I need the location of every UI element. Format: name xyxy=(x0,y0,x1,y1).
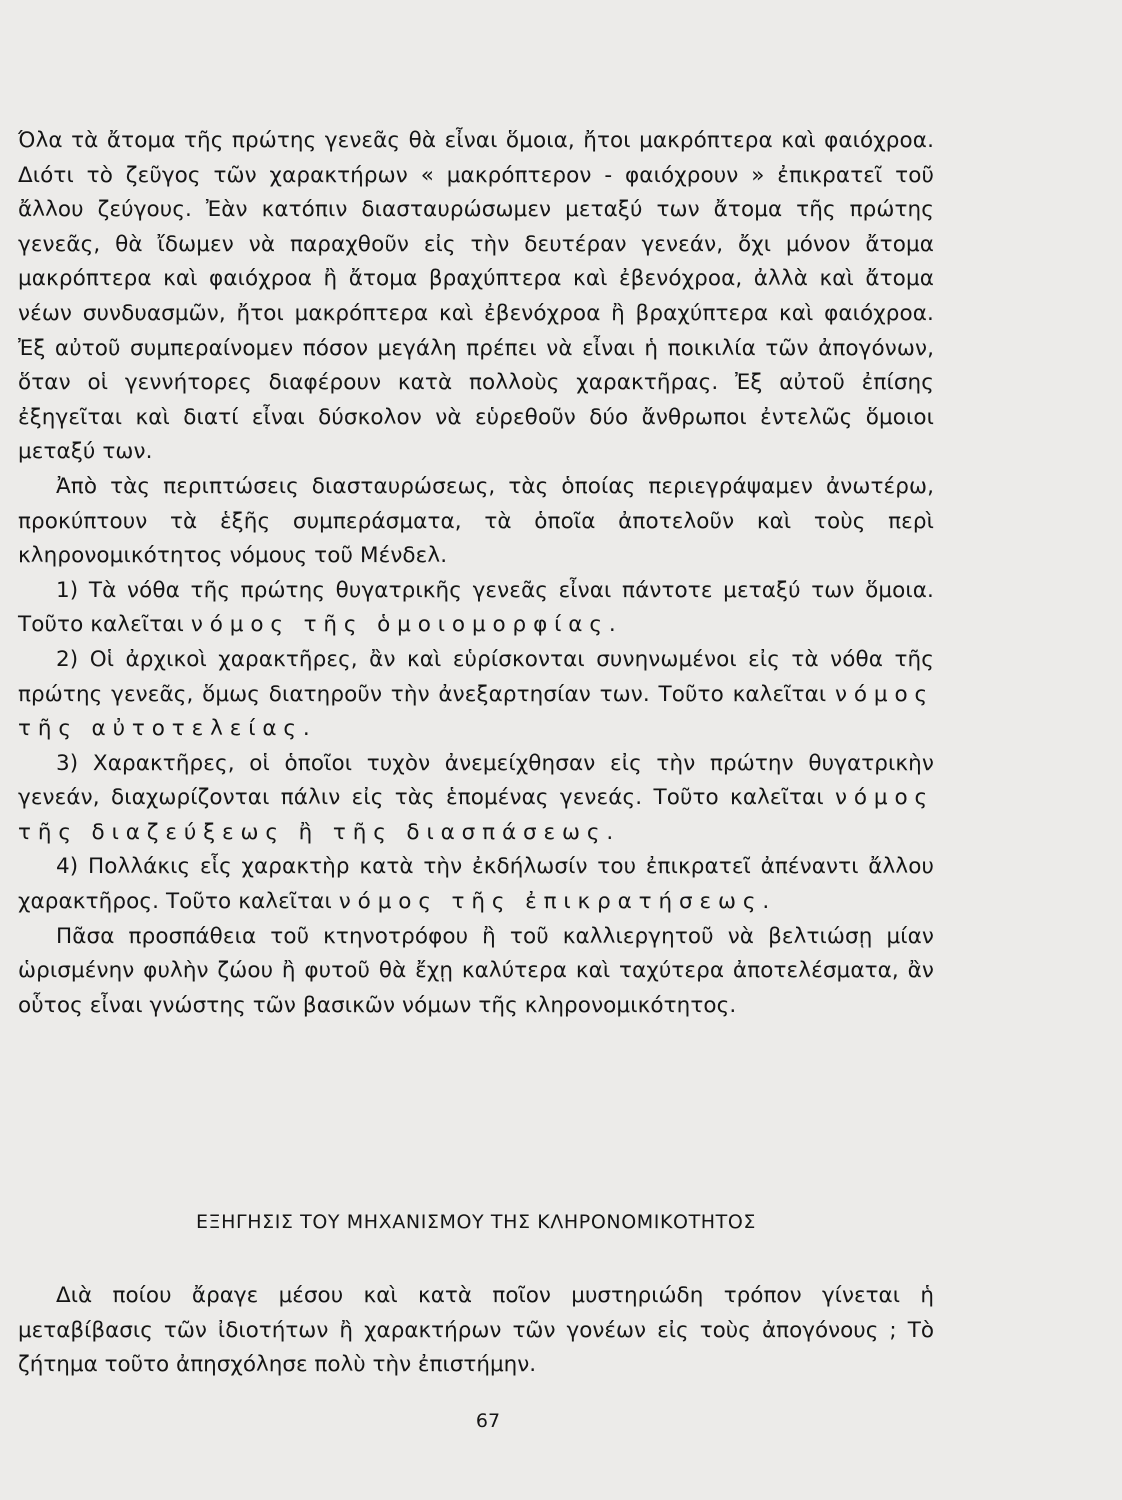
main-text-block xyxy=(18,124,934,1023)
law-segregation-name: νόμος τῆς διαζεύξεως ἢ τῆς διασπάσεως. xyxy=(18,785,935,845)
paragraph-breeder-effort: Πᾶσα προσπάθεια τοῦ κτηνοτρόφου ἢ τοῦ καλλιεργητοῦ νὰ βελτιώσῃ μίαν ὡρισμένην φυλὴν ζώου ἢ φυτοῦ θὰ ἔχῃ καλύτερα καὶ ταχύτερα ἀποτελέσματα, ἂν οὗτος εἶναι γνώστης τῶν βασικῶν νόμων τῆς κληρονομικότητος. xyxy=(18,923,934,1018)
law-dominance xyxy=(18,850,934,919)
law-dominance-name: νόμος τῆς ἐπικρατήσεως. xyxy=(338,889,777,915)
law-segregation-text: 3) Χαρακτῆρες, οἱ ὁποῖοι τυχὸν ἀνεμείχθησαν εἰς τὴν πρώτην θυγατρικὴν γενεάν, διαχωρίζονται πάλιν εἰς τὰς ἑπομένας γενεάς. Τοῦτο καλεῖται xyxy=(18,750,934,811)
law-segregation xyxy=(18,747,934,851)
paragraph-mendel-conclusions: Ἀπὸ τὰς περιπτώσεις διασταυρώσεως, τὰς ὁποίας περιεγράψαμεν ἀνωτέρω, προκύπτουν τὰ ἑξῆς συμπεράσματα, τὰ ὁποῖα ἀποτελοῦν καὶ τοὺς περὶ κληρονομικότητος νόμους τοῦ Μένδελ. xyxy=(18,473,934,569)
closing-text-block xyxy=(18,1279,934,1383)
law-independence xyxy=(18,643,934,747)
law-uniformity-text: 1) Τὰ νόθα τῆς πρώτης θυγατρικῆς γενεᾶς εἶναι πάντοτε μεταξύ των ὅμοια. Τοῦτο καλεῖται xyxy=(18,577,934,638)
law-independence-name: νόμος τῆς αὐτοτελείας. xyxy=(18,681,934,742)
page-number: 67 xyxy=(475,1410,501,1432)
paragraph-offspring-similarity: Όλα τὰ ἄτομα τῆς πρώτης γενεᾶς θὰ εἶναι ὅμοια, ἤτοι μακρόπτερα καὶ φαιόχροα. Διότι τὸ ζεῦγος τῶν χαρακτήρων « μακρόπτερον - φαιόχρουν » ἐπικρατεῖ τοῦ ἄλλου ζεύγους. Ἐὰν κατόπιν διασταυρώσωμεν μεταξύ των ἄτομα τῆς πρώτης γενεᾶς, θὰ ἴδωμεν νὰ παραχθοῦν εἰς τὴν δευτέραν γενεάν, ὄχι μόνον ἄτομα μακρόπτερα καὶ φαιόχροα ἢ ἄτομα βραχύπτερα καὶ ἐβενόχροα, ἀλλὰ καὶ ἄτομα νέων συνδυασμῶν, ἤτοι μακρόπτερα καὶ ἐβενόχροα ἢ βραχύπτερα καὶ φαιόχροα. Ἐξ αὐτοῦ συμπεραίνομεν πόσον μεγάλη πρέπει νὰ εἶναι ἡ ποικιλία τῶν ἀπογόνων, ὅταν οἱ γεννήτορες διαφέρουν κατὰ πολλοὺς χαρακτῆρας. Ἐξ αὐτοῦ ἐπίσης ἐξηγεῖται καὶ διατί εἶναι δύσκολον νὰ εὑρεθοῦν δύο ἄνθρωποι ἐντελῶς ὅμοιοι μεταξύ των. xyxy=(18,128,934,465)
law-independence-text: 2) Οἱ ἀρχικοὶ χαρακτῆρες, ἂν καὶ εὑρίσκονται συνηνωμένοι εἰς τὰ νόθα τῆς πρώτης γενεᾶς, ὅμως διατηροῦν τὴν ἀνεξαρτησίαν των. Τοῦτο καλεῖται xyxy=(18,646,934,707)
paragraph-heredity-question: Διὰ ποίου ἄραγε μέσου καὶ κατὰ ποῖον μυστηριώδη τρόπον γίνεται ἡ μεταβίβασις τῶν ἰδιοτήτων ἢ χαρακτήρων τῶν γονέων εἰς τοὺς ἀπογόνους ; Τὸ ζήτημα τοῦτο ἀπησχόλησε πολὺ τὴν ἐπιστήμην. xyxy=(18,1283,934,1378)
law-uniformity-name: νόμος τῆς ὁμοιομορφίας. xyxy=(190,612,623,638)
section-heading: ΕΞΗΓΗΣΙΣ ΤΟΥ ΜΗΧΑΝΙΣΜΟΥ ΤΗΣ ΚΛΗΡΟΝΟΜΙΚΟΤΗΤΟΣ xyxy=(195,1211,757,1233)
law-dominance-text: 4) Πολλάκις εἷς χαρακτὴρ κατὰ τὴν ἐκδήλωσίν του ἐπικρατεῖ ἀπέναντι ἄλλου χαρακτῆρος. Τοῦτο καλεῖται xyxy=(18,854,934,915)
law-uniformity xyxy=(18,574,934,643)
